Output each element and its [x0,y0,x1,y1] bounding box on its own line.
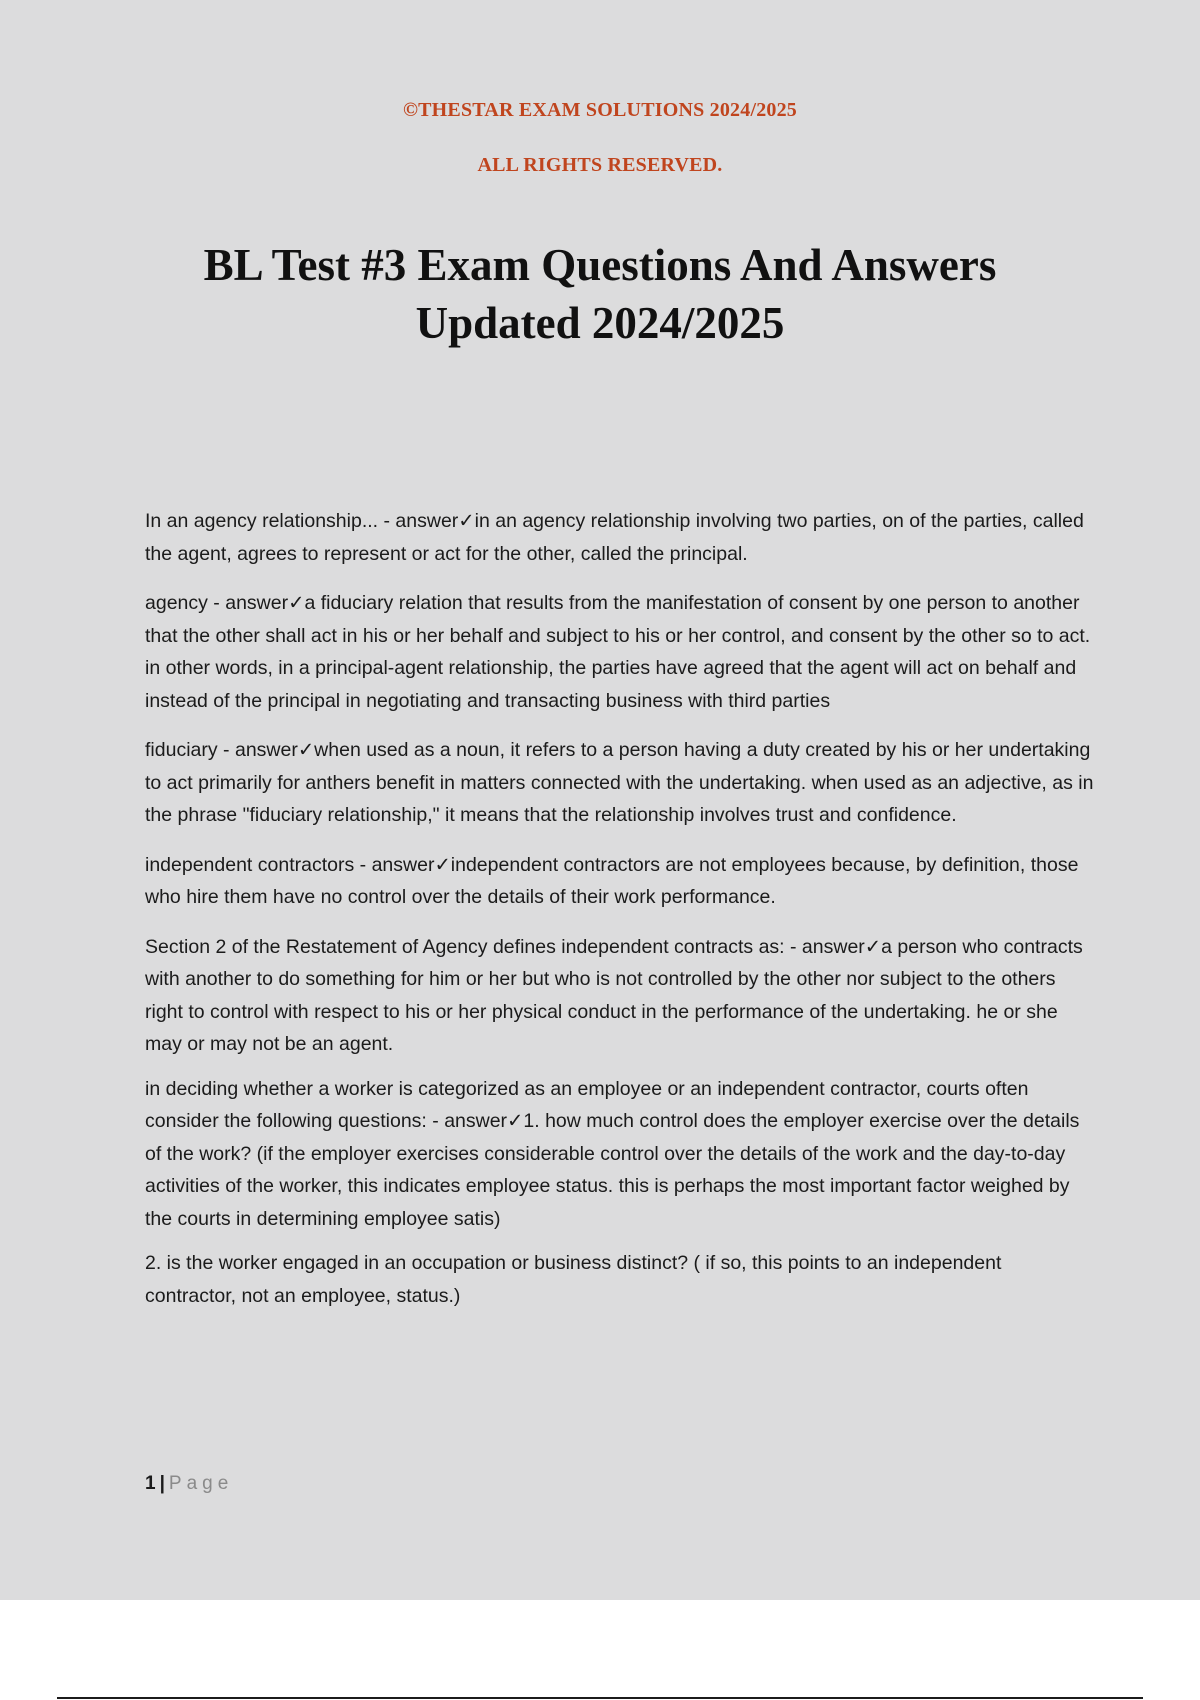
copyright-notice: ©THESTAR EXAM SOLUTIONS 2024/2025 [402,99,797,121]
answer-text: 1. how much control does the employer exercise over the details of the work? (if the employer exercises considerable control over the details of the work and the day-to-day activities of the worker, this indicates employee status. this is perhaps the most important factor weighed by the courts in determining employee satis) [145,1110,1080,1230]
answer-text: independent contractors are not employees because, by definition, those who hire them have no control over the details of their work performance. [145,853,1079,908]
qa-item: independent contractors - answer✓independent contractors are not employees because, by definition, those who hire them have no control over the details of their work performance. [145,853,1079,908]
qa-item: fiduciary - answer✓when used as a noun, it refers to a person having a duty created by his or her undertaking to act primarily for anthers benefit in matters connected with the undertaking. when used as an adjective, as in the phrase "fiduciary relationship," it means that the relationship involves trust and confidence. [145,739,1094,826]
page-footer [145,1473,233,1495]
page-number: 1 [145,1473,156,1494]
qa-item: In an agency relationship... - answer✓in an agency relationship involving two parties, on of the parties, called the agent, agrees to represent or act for the other, called the principal. [145,510,1084,565]
answer-text: when used as a noun, it refers to a person having a duty created by his or her undertaking to act primarily for anthers benefit in matters connected with the undertaking. when used as an adjective, as in the phrase "fiduciary relationship," it means that the relationship involves trust and confidence. [145,739,1094,826]
answer-marker: answer✓ [801,935,882,958]
answer-text: a fiduciary relation that results from the manifestation of consent by one person to another that the other shall act in his or her behalf and subject to his or her control, and consent by the other so to act. in other words, in a principal-agent relationship, the parties have agreed that the agent will act on behalf and instead of the principal in negotiating and transacting business with third parties [145,592,1091,712]
qa-list [145,505,1095,1329]
question-text: agency [145,592,208,614]
question-text: in deciding whether a worker is categorized as an employee or an independent contractor, courts often consider the following questions: [145,1077,1029,1132]
answer-marker: answer✓ [395,510,475,532]
question-text: Section 2 of the Restatement of Agency defines independent contracts as: [145,935,785,958]
question-text: independent contractors [145,853,355,876]
page-separator: | [159,1473,165,1494]
answer-marker: answer✓ [444,1110,524,1132]
continuation-paragraph: 2. is the worker engaged in an occupation or business distinct? ( if so, this points to an independent contractor, not an employee, status.) [145,1252,1002,1307]
title-line-2: Updated 2024/2025 [415,298,785,348]
answer-marker: answer✓ [371,853,451,876]
qa-item: agency - answer✓a fiduciary relation that results from the manifestation of consent by one person to another that the other shall act in his or her behalf and subject to his or her control, and consent by the other so to act. in other words, in a principal-agent relationship, the parties have agreed that the agent will act on behalf and instead of the principal in negotiating and transacting business with third parties [145,592,1091,712]
question-text: In an agency relationship... [145,510,379,532]
qa-item: Section 2 of the Restatement of Agency defines independent contracts as: - answer✓a person who contracts with another to do something for him or her but who is not controlled by the other nor subject to the others right to control with respect to his or her physical conduct in the performance of the undertaking. he or she may or may not be an agent. [145,935,1083,1055]
title-line-1: BL Test #3 Exam Questions And Answers [203,240,997,290]
answer-text: a person who contracts with another to do something for him or her but who is not controlled by the other nor subject to the others right to control with respect to his or her physical conduct in the performance of the undertaking. he or she may or may not be an agent. [145,935,1083,1055]
question-text: fiduciary [145,739,218,761]
answer-marker: answer✓ [225,592,305,614]
qa-item: in deciding whether a worker is categorized as an employee or an independent contractor, courts often consider the following questions: - answer✓1. how much control does the employer exercise over the details of the work? (if the employer exercises considerable control over the details of the work and the day-to-day activities of the worker, this indicates employee status. this is perhaps the most important factor weighed by the courts in determining employee satis) [145,1077,1080,1230]
answer-marker: answer✓ [234,739,315,761]
next-page-rule [57,1697,1143,1699]
rights-notice: ALL RIGHTS RESERVED. [477,154,723,176]
document-title [100,236,1100,352]
answer-text: in an agency relationship involving two parties, on of the parties, called the agent, agrees to represent or act for the other, called the principal. [145,510,1084,565]
page-label: Page [168,1473,234,1494]
